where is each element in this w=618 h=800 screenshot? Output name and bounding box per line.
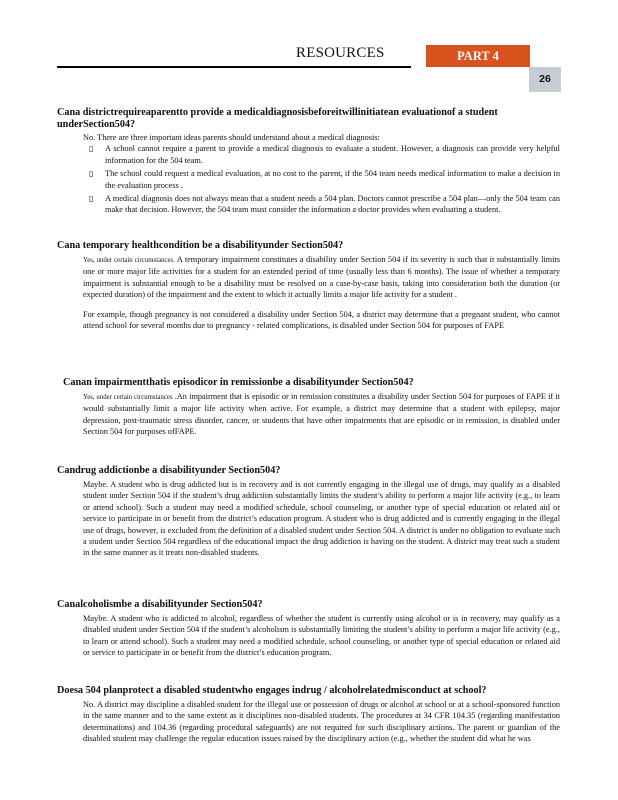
list-item: ▯ A school cannot require a parent to provide a medical diagnosis to evaluate a student. However, a diagnosis can provide very helpful information for the 504 team. <box>89 144 560 165</box>
bullet-marker: ▯ <box>89 194 94 204</box>
answer-paragraph: Maybe. A student who is addicted to alcohol, regardless of whether the student is currently using alcohol or is in recovery, may qualify as a disabled student under Section 504 if the student’s alcoholism is substantially limiting the student’s ability to perform a major life activity (e.g., to learn or attend school). Such a student may need a modified schedule, school counseling, or another type of special education or related aid or service to participate in or benefit from the district’s education program. <box>83 614 560 658</box>
bullet-marker: ▯ <box>89 169 94 179</box>
page-number: 26 <box>529 67 561 92</box>
answer-paragraph: Yes, under certain circumstances .An impairment that is episodic or in remission constitutes a disability under Section 504 for purposes of FAPE if it would substantially limit a major life activity when active. For example, a district may determine that a student with epilepsy, major depression, post-traumatic stress disorder, cancer, or students that have other impairments that are episodic or in remission, is disabled under Section 504 for purposes ofFAPE. <box>83 392 560 437</box>
answer-paragraph: Maybe. A student who is drug addicted but is in recovery and is not currently engaging in the illegal use of drugs, may qualify as a disabled student under Section 504 if the student’s drug addiction substantially limits the student’s ability to perform a major life activity (e.g., to learn or attend school). Such a student may need a modified schedule, school counseling, or another type of special education or related aid or service to participate in or benefit from the district’s education program. A student who is drug addicted and is currently engaging in the illegal use of drugs, however, is excluded from the definition of a disabled student under Section 504. A district is under no obligation to evaluate such a student under Section 504 regardless of the educational impact the drug addiction is having on the student. A district may treat such a student in the same manner as it treats non-disabled students. <box>83 480 560 558</box>
answer-paragraph: Yes, under certain circumstances. A temporary impairment constitutes a disability under Section 504 if its severity is such that it substantially limits one or more major life activities for a student for an extended period of time (usually less than 6 months). The issue of whether a temporary impairment is substantial enough to be a disability must be resolved on a case-by-case basis, taking into consideration both the duration (or expected duration) of the impairment and the extent to which it actually limits a major life activity for a student . <box>83 255 560 300</box>
bullet-list <box>83 143 560 215</box>
list-item: ▯ A medical diagnosis does not always mean that a student needs a 504 plan. Doctors cannot prescribe a 504 plan—only the 504 team can make that decision. However, the 504 team must consider the information a doctor provides when evaluating a student. <box>89 194 560 215</box>
header-rule <box>57 66 411 68</box>
bullet-marker: ▯ <box>89 144 94 154</box>
question-heading: Canan impairmentthatis episodicor in remissionbe a disabilityunder Section504? <box>63 377 414 388</box>
part-badge: PART 4 <box>426 45 530 67</box>
answer-paragraph: No. A district may discipline a disabled student for the illegal use or possession of drugs or alcohol at school or at a school-sponsored function in the same manner and to the same extent as it disciplines non-disabled students. The procedures at 34 CFR 104.35 (regarding manifestation determinations) and 104.36 (regarding procedural safeguards) are not required for such disciplinary actions. The parent or guardian of the disabled student may challenge the regular education issues raised by the disciplinary action (e.g., whether the student did what he was <box>83 700 560 744</box>
answer-lead: Yes, under certain circumstances. <box>83 257 175 264</box>
answer-lead: Yes, under certain circumstances <box>83 394 173 401</box>
answer-block <box>83 132 560 218</box>
question-heading: Cana temporary healthcondition be a disabilityunder Section504? <box>57 240 344 251</box>
answer-block <box>83 254 560 331</box>
question-heading: Cana districtrequireaparentto provide a medicaldiagnosisbeforeitwillinitiatean evaluationof a student underSection504? <box>57 107 498 130</box>
answer-paragraph: For example, though pregnancy is not considered a disability under Section 504, a district may determine that a pregnant student, who cannot attend school for several months due to pregnancy - related complications, is disabled under Section 504 for purposes of FAPE <box>83 309 560 331</box>
question-heading: Doesa 504 planprotect a disabled studentwho engages indrug / alcoholrelatedmisconduct at school? <box>57 685 487 696</box>
answer-intro: No. There are three important ideas parents should understand about a medical diagnosis: <box>83 133 380 142</box>
list-item: ▯ The school could request a medical evaluation, at no cost to the parent, if the 504 team needs medical information to make a decision in the evaluation process . <box>89 169 560 190</box>
answer-block <box>83 699 560 745</box>
answer-block <box>83 613 560 659</box>
answer-block <box>83 391 560 438</box>
section-title: RESOURCES <box>296 45 385 61</box>
question-heading: Canalcoholismbe a disabilityunder Section504? <box>57 599 263 610</box>
answer-block <box>83 479 560 559</box>
question-heading: Candrug addictionbe a disabilityunder Section504? <box>57 465 281 476</box>
